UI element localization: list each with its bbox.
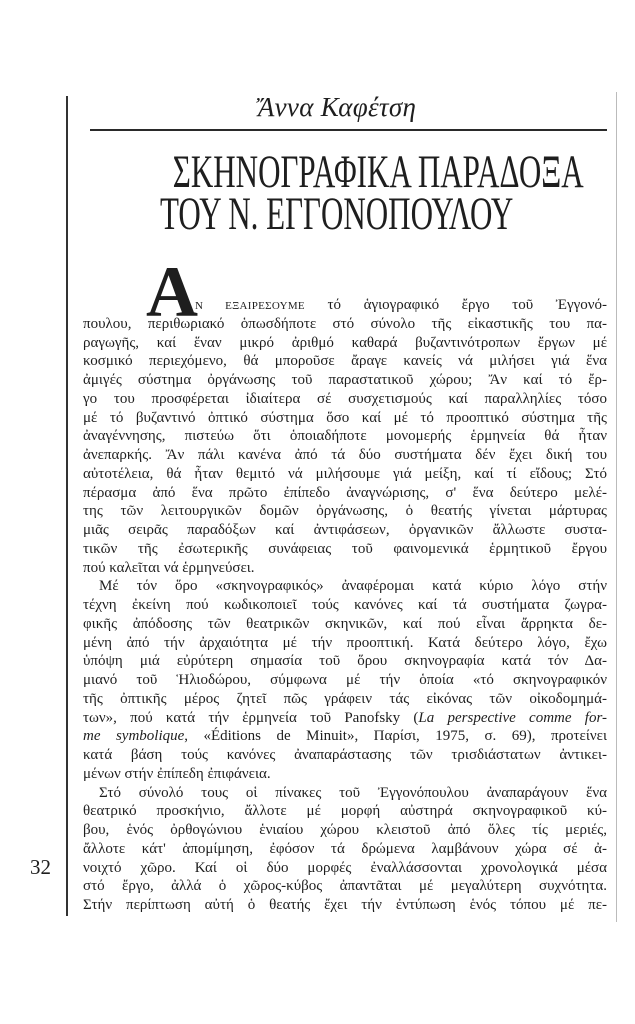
text-run: κατά βάση τούς κανόνες ἀναπαράστασης τῶν τρισδιάστατων ἀντικει- xyxy=(83,747,607,763)
text-run: βου, ἑνός ὀρθογώνιου ἑνιαίου χώρου κλειστοῦ ἀπό ὅλες τίς μεριές, xyxy=(83,822,607,838)
small-caps-text: Ν ΕΞΑΙΡΕΣΟΥΜΕ xyxy=(195,300,305,312)
text-run: γο του προσφέρεται ἰδιαίτερα σέ συσχετισμούς καί παραλληλίες τόσο xyxy=(83,390,607,407)
text-run: πέρασμα ἀπό ἕνα πρῶτο ἐπίπεδο ἀναγνώρισης, σ' ἕνα δεύτερο μελέ- xyxy=(83,484,607,501)
text-run: Στήν περίπτωση αὐτή ὁ θεατής ἔχει τήν ἐντύπωση ἑνός τόπου μέ πε- xyxy=(83,897,607,913)
text-line xyxy=(83,859,607,878)
text-run: ἄλλοτε κάτ' ἀπομίμηση, ἐφόσον τά δρώμενα λαμβάνουν χώρα σέ ἀ- xyxy=(83,840,607,857)
text-run: πού καλεῖται νά ἑρμηνεύσει. xyxy=(83,559,255,576)
drop-cap: A xyxy=(146,252,198,332)
text-line xyxy=(83,877,607,896)
text-run: των», πού κατά τήν ἑρμηνεία τοῦ Panofsky ( xyxy=(83,709,419,726)
text-run: τέχνη ἐκείνη πού κωδικοποιεῖ τούς κανόνες καί τά συστήματα ζωγρα- xyxy=(83,597,607,613)
text-line xyxy=(83,615,607,634)
text-line xyxy=(83,409,607,428)
title-text: ΤΟΥ Ν. ΕΓΓΟΝΟΠΟΥΛΟΥ xyxy=(160,188,514,240)
article-title-line-2 xyxy=(67,188,607,240)
text-line xyxy=(83,765,607,784)
text-line xyxy=(83,427,607,446)
text-run: νοιχτό χῶρο. Καί οἱ δύο μορφές ἐναλλάσσονται χρονολογικά μέσα xyxy=(83,859,607,876)
text-run: κοσμικό περιεχόμενο, θά μποροῦσε ἄραγε κανείς νά μιλήσει γιά ἕνα xyxy=(83,353,607,370)
title-text: ΣΚΗΝΟΓΡΑΦΙΚΑ ΠΑΡΑΔΟΞΑ xyxy=(172,146,584,198)
text-run: μένων στήν ἐπίπεδη ἐπιφάνεια. xyxy=(83,765,271,782)
text-line xyxy=(83,690,607,709)
text-line xyxy=(83,352,607,371)
text-run: ὑπόψη μιά εὐρύτερη σημασία τοῦ ὅρου σκηνογραφία κατά τόν Δα- xyxy=(83,653,607,670)
text-run: μιᾶς σειρᾶς παραδόξων καί ἀντιφάσεων, ὀργανικῶν ἄλλωστε συστα- xyxy=(83,522,607,538)
text-line xyxy=(83,802,607,821)
text-line xyxy=(83,840,607,859)
page-number: 32 xyxy=(30,855,51,879)
text-run: ἀναγέννησης, πιστεύω ὅτι ὁποιαδήποτε μονομερής ἑρμηνεία θά ἦταν xyxy=(83,428,607,445)
article-body xyxy=(83,296,607,915)
text-run: ἀνεπαρκής. Ἄν πάλι κανένα ἀπό τά δύο συστήματα δέν ἔχει δική του xyxy=(83,447,607,463)
text-line xyxy=(83,577,607,596)
text-run: τικῶν τῆς ἐσωτερικῆς συνάφειας τοῦ φαινομενικά ἑρμητικοῦ ἔργου xyxy=(83,540,607,557)
text-run: θεατρικό προσκήνιο, ἄλλοτε μέ μορφή αὐστηρά σκηνογραφικοῦ κύ- xyxy=(83,803,607,820)
text-run: τό ἁγιογραφικό ἔργο τοῦ Ἐγγονό- xyxy=(304,297,607,313)
text-line xyxy=(83,709,607,728)
text-line xyxy=(83,315,607,334)
italic-text: me symbolique xyxy=(83,728,185,745)
header-rule xyxy=(90,129,607,131)
text-line xyxy=(83,784,607,803)
text-run: Στό σύνολό τους οἱ πίνακες τοῦ Ἐγγονόπουλου ἀναπαράγουν ἕνα xyxy=(99,784,607,801)
text-line xyxy=(83,465,607,484)
text-line xyxy=(83,746,607,765)
text-run: πουλου, περιθωριακό ὁπωσδήποτε στό σύνολο τῆς εἰκαστικῆς του πα- xyxy=(83,315,607,332)
text-run: ραγωγῆς, καί ἕναν μικρό ἀριθμό καθαρά βυζαντινότροπων ἔργων μέ xyxy=(83,334,607,351)
text-line xyxy=(83,652,607,671)
text-line xyxy=(83,540,607,559)
text-line xyxy=(83,896,607,915)
text-run: μιανό τοῦ Ἡλιοδώρου, σύμφωνα μέ τήν ὁποία «τό σκηνογραφικόν xyxy=(83,672,607,688)
text-run: φικῆς ἀπόδοσης τῶν θεατρικῶν σκηνικῶν, καί πού εἶναι ἄρρηκτα δε- xyxy=(83,615,607,632)
text-run: Μέ τόν ὅρο «σκηνογραφικός» ἀναφέρομαι κατά κύριο λόγο στήν xyxy=(99,578,607,595)
text-line xyxy=(83,502,607,521)
text-line xyxy=(83,484,607,503)
text-line xyxy=(83,390,607,409)
text-line xyxy=(83,821,607,840)
text-line xyxy=(83,727,607,746)
text-line xyxy=(83,634,607,653)
text-line xyxy=(83,596,607,615)
text-line xyxy=(83,671,607,690)
text-line xyxy=(83,334,607,353)
text-line xyxy=(83,521,607,540)
text-run: , «Éditions de Minuit», Παρίσι, 1975, σ. 69), προτείνει xyxy=(184,728,607,745)
text-run: τῆς ὀπτικῆς μέρος ζητεῖ πῶς γράφειν τάς εἰκόνας τῶν οἰκοδομημά- xyxy=(83,690,607,707)
text-line xyxy=(83,559,607,578)
text-run: μέ τό βυζαντινό ὀπτικό σύστημα ὅσο καί μέ τό προοπτικό σύστημα τῆς xyxy=(83,409,607,426)
italic-text: La perspective comme for- xyxy=(418,709,607,726)
text-line xyxy=(83,296,607,315)
text-run: μένη ἀπό τήν ἀρχαιότητα μέ τήν προοπτική. Κατά δεύτερο λόγο, ἔχω xyxy=(83,634,607,651)
text-run: ἀμιγές σύστημα ὀργάνωσης τοῦ παραστατικοῦ χώρου; Ἄν καί τό ἔρ- xyxy=(83,372,607,388)
text-run: στό ἔργο, ἀλλά ὁ χῶρος-κύβος ἀπαντᾶται μέ μεγαλύτερη συχνότητα. xyxy=(83,878,607,895)
author-name: Ἄννα Καφέτση xyxy=(257,92,417,122)
text-line xyxy=(83,446,607,465)
text-line xyxy=(83,371,607,390)
text-run: της τῶν λειτουργικῶν δομῶν ὀργάνωσης, ὁ θεατής γίνεται μάρτυρας xyxy=(83,503,607,520)
text-run: αὐτοτέλεια, θά ἦταν θεμιτό νά μιλήσουμε γιά μείξη, καί τί εἴδους; Στό xyxy=(83,465,607,482)
page-edge xyxy=(616,92,617,922)
